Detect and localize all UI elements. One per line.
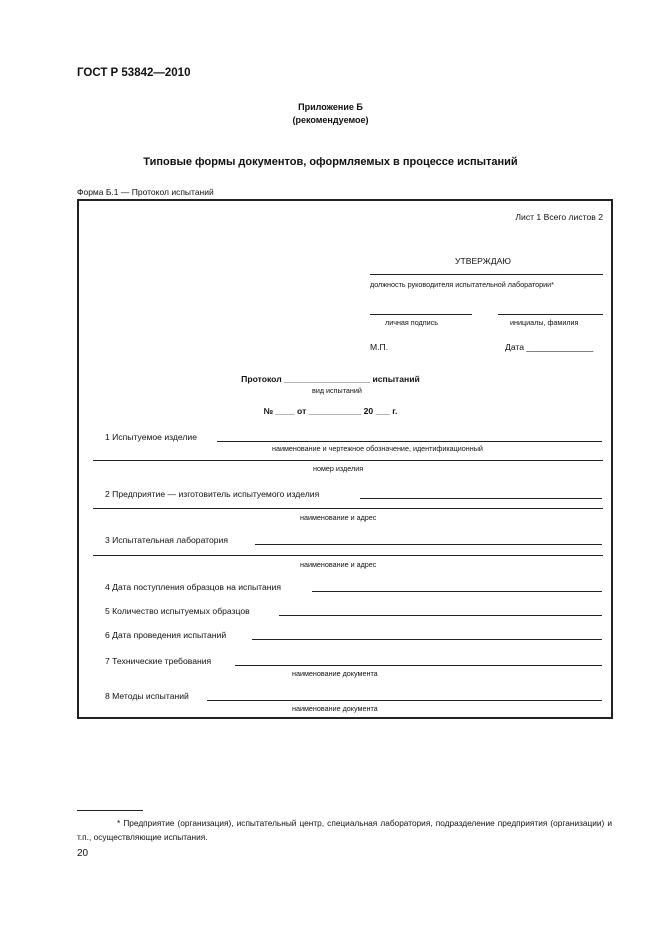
- field-label: 8 Методы испытаний: [105, 691, 189, 701]
- field-label: 6 Дата проведения испытаний: [105, 630, 227, 640]
- field-label: 4 Дата поступления образцов на испытания: [105, 582, 281, 592]
- field-line: [93, 555, 603, 556]
- section-title: Типовые формы документов, оформляемых в процессе испытаний: [143, 156, 518, 168]
- position-caption: должность руководителя испытательной лаборатории*: [370, 280, 554, 289]
- sheet-info: Лист 1 Всего листов 2: [515, 212, 603, 222]
- appendix-heading: [0, 101, 661, 127]
- appendix-title: Приложение Б: [298, 102, 363, 112]
- protocol-form-frame: [77, 199, 613, 719]
- footnote-separator: [77, 810, 143, 811]
- field-line: [93, 460, 603, 461]
- signature-line: [370, 314, 472, 315]
- form-label: Форма Б.1 — Протокол испытаний: [77, 187, 214, 197]
- field-caption: номер изделия: [313, 464, 364, 473]
- date-field: Дата ______________: [505, 342, 594, 352]
- field-line: [255, 544, 602, 545]
- number-line: № ____ от ___________ 20 ___ г.: [263, 406, 398, 416]
- field-caption: наименование и чертежное обозначение, идентификационный: [272, 444, 483, 453]
- field-line: [217, 441, 602, 442]
- footnote: * Предприятие (организация), испытательный центр, специальная лаборатория, подразделение предприятия (организации) и т.п., осуществляющие испытания.: [77, 818, 612, 842]
- initials-caption: инициалы, фамилия: [510, 318, 579, 327]
- field-line: [252, 639, 602, 640]
- field-label: 1 Испытуемое изделие: [105, 432, 197, 442]
- position-line: [370, 274, 603, 275]
- field-label: 7 Технические требования: [105, 656, 212, 666]
- field-caption: наименование и адрес: [300, 560, 377, 569]
- field-caption: наименование и адрес: [300, 513, 377, 522]
- page-number: 20: [77, 848, 89, 859]
- field-line: [312, 591, 602, 592]
- stamp-label: М.П.: [370, 342, 389, 352]
- approve-label: УТВЕРЖДАЮ: [455, 256, 511, 266]
- field-line: [93, 508, 603, 509]
- field-caption: наименование документа: [292, 669, 378, 678]
- field-line: [360, 498, 602, 499]
- standard-id: ГОСТ Р 53842—2010: [77, 67, 191, 79]
- field-label: 2 Предприятие — изготовитель испытуемого изделия: [105, 489, 320, 499]
- appendix-status: (рекомендуемое): [292, 115, 369, 125]
- test-kind-caption: вид испытаний: [312, 386, 362, 395]
- field-caption: наименование документа: [292, 704, 378, 713]
- initials-line: [498, 314, 603, 315]
- field-label: 3 Испытательная лаборатория: [105, 535, 229, 545]
- protocol-line: Протокол __________________ испытаний: [241, 374, 420, 384]
- field-line: [235, 665, 602, 666]
- field-label: 5 Количество испытуемых образцов: [105, 606, 250, 616]
- signature-caption: личная подпись: [385, 318, 438, 327]
- field-line: [207, 700, 602, 701]
- field-line: [279, 615, 602, 616]
